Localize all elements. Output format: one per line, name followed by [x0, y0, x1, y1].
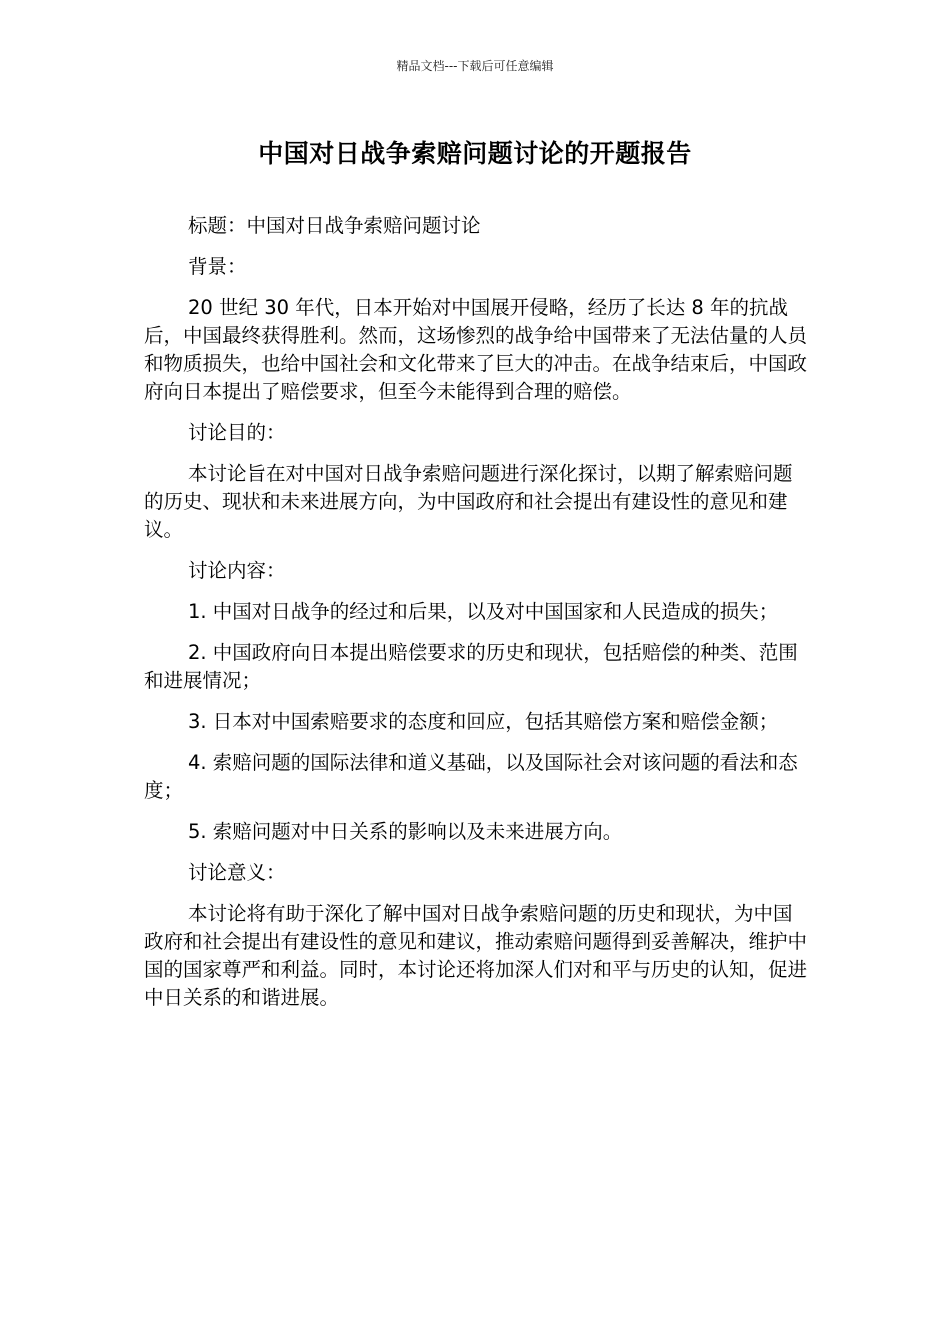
significance-paragraph: 本讨论将有助于深化了解中国对日战争索赔问题的历史和现状，为中国政府和社会提出有建设性的意见和建议，推动索赔问题得到妥善解决，维护中国的国家尊严和利益。同时，本讨论还将加深人们对和平与历史的认知，促进中日关系的和谐进展。	[144, 902, 808, 1009]
content-item-1: 1. 中国对日战争的经过和后果，以及对中国国家和人民造成的损失；	[188, 600, 779, 623]
content-item-5: 5. 索赔问题对中日关系的影响以及未来进展方向。	[188, 820, 623, 843]
content-heading: 讨论内容：	[188, 559, 286, 582]
purpose-heading: 讨论目的：	[188, 421, 286, 444]
purpose-paragraph: 本讨论旨在对中国对日战争索赔问题进行深化探讨，以期了解索赔问题的历史、现状和未来进展方向，为中国政府和社会提出有建设性的意见和建议。	[144, 462, 793, 541]
background-paragraph: 20 世纪 30 年代，日本开始对中国展开侵略，经历了长达 8 年的抗战后，中国最终获得胜利。然而，这场惨烈的战争给中国带来了无法估量的人员和物质损失，也给中国社会和文化带来了巨大的冲击。在战争结束后，中国政府向日本提出了赔偿要求，但至今未能得到合理的赔偿。	[144, 296, 808, 403]
background-heading: 背景：	[188, 255, 247, 278]
document-body	[144, 212, 808, 1025]
significance-heading: 讨论意义：	[188, 861, 286, 884]
page-header: 精品文档---下载后可任意编辑	[396, 59, 554, 73]
content-item-3: 3. 日本对中国索赔要求的态度和回应，包括其赔偿方案和赔偿金额；	[188, 710, 779, 733]
topic-line: 标题：中国对日战争索赔问题讨论	[188, 214, 481, 237]
content-item-2: 2. 中国政府向日本提出赔偿要求的历史和现状，包括赔偿的种类、范围和进展情况；	[144, 641, 798, 692]
document-title: 中国对日战争索赔问题讨论的开题报告	[258, 139, 692, 168]
content-item-4: 4. 索赔问题的国际法律和道义基础，以及国际社会对该问题的看法和态度；	[144, 751, 798, 802]
